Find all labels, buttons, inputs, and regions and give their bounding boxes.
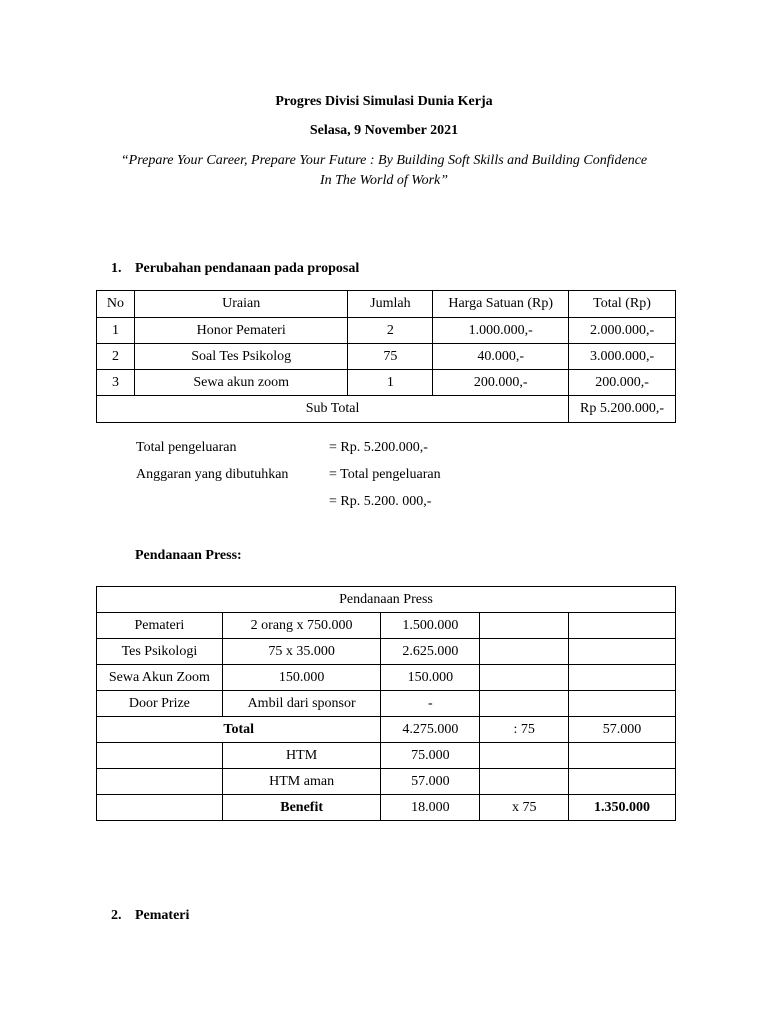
- table-cell: -: [381, 691, 480, 717]
- table-cell: 200.000,-: [433, 370, 569, 396]
- htm-row: [97, 743, 676, 769]
- table-cell: Soal Tes Psikolog: [134, 344, 348, 370]
- document-date: Selasa, 9 November 2021: [309, 123, 459, 138]
- table-cell: [569, 639, 676, 665]
- table-cell: [569, 613, 676, 639]
- table-cell: 1.000.000,-: [433, 318, 569, 344]
- benefit-result: 1.350.000: [569, 795, 676, 821]
- total-result: 57.000: [569, 717, 676, 743]
- table-header-row: [97, 291, 676, 318]
- header-cell-jumlah: Jumlah: [348, 291, 433, 318]
- table-cell: [480, 665, 569, 691]
- document-title: Progres Divisi Simulasi Dunia Kerja: [275, 94, 493, 109]
- funding-change-table: [96, 290, 676, 423]
- table-cell: Ambil dari sponsor: [222, 691, 381, 717]
- press-funding-table: [96, 586, 676, 821]
- table-cell: 1: [348, 370, 433, 396]
- htm-aman-row: [97, 769, 676, 795]
- htm-aman-label: HTM aman: [222, 769, 381, 795]
- table-cell: 150.000: [381, 665, 480, 691]
- summary-value-amount: = Rp. 5.200. 000,-: [329, 494, 432, 509]
- summary-label-budget: Anggaran yang dibutuhkan: [136, 467, 289, 482]
- htm-value: 75.000: [381, 743, 480, 769]
- total-value: 4.275.000: [381, 717, 480, 743]
- table-cell: Honor Pemateri: [134, 318, 348, 344]
- table-row: [97, 318, 676, 344]
- table-cell: [480, 743, 569, 769]
- table-cell: 150.000: [222, 665, 381, 691]
- total-label: Total: [97, 717, 381, 743]
- section-1-title: Perubahan pendanaan pada proposal: [135, 261, 360, 276]
- table-cell: [480, 769, 569, 795]
- table-cell: [480, 613, 569, 639]
- table-row: [97, 613, 676, 639]
- summary-value-total: = Rp. 5.200.000,-: [329, 440, 428, 455]
- table-cell: 2 orang x 750.000: [222, 613, 381, 639]
- table-cell: 2: [348, 318, 433, 344]
- table-cell: Door Prize: [97, 691, 223, 717]
- subtotal-value: Rp 5.200.000,-: [569, 396, 676, 423]
- table-cell: [97, 743, 223, 769]
- table-cell: [569, 691, 676, 717]
- press-heading: Pendanaan Press:: [135, 548, 242, 563]
- header-cell-total: Total (Rp): [569, 291, 676, 318]
- table-cell: 200.000,-: [569, 370, 676, 396]
- summary-value-budget: = Total pengeluaran: [329, 467, 441, 482]
- table-cell: [569, 769, 676, 795]
- header-cell-no: No: [97, 291, 135, 318]
- table-cell: 75 x 35.000: [222, 639, 381, 665]
- section-2-number: 2.: [111, 908, 122, 923]
- table-cell: [480, 691, 569, 717]
- table-cell: 40.000,-: [433, 344, 569, 370]
- table-cell: [569, 665, 676, 691]
- table-row: [97, 370, 676, 396]
- table-row: [97, 665, 676, 691]
- table-row: [97, 691, 676, 717]
- benefit-label: Benefit: [222, 795, 381, 821]
- press-table-title-row: [97, 587, 676, 613]
- table-cell: [480, 639, 569, 665]
- table-cell: [97, 795, 223, 821]
- benefit-multiplier: x 75: [480, 795, 569, 821]
- table-cell: 3: [97, 370, 135, 396]
- header-cell-harga-satuan: Harga Satuan (Rp): [433, 291, 569, 318]
- section-1-number: 1.: [111, 261, 122, 276]
- benefit-value: 18.000: [381, 795, 480, 821]
- summary-label-total: Total pengeluaran: [136, 440, 237, 455]
- table-cell: 2.000.000,-: [569, 318, 676, 344]
- tagline-line-2: In The World of Work”: [319, 173, 449, 188]
- htm-label: HTM: [222, 743, 381, 769]
- table-cell: 2: [97, 344, 135, 370]
- benefit-row: [97, 795, 676, 821]
- table-cell: 3.000.000,-: [569, 344, 676, 370]
- section-2-title: Pemateri: [135, 908, 190, 923]
- table-cell: Tes Psikologi: [97, 639, 223, 665]
- press-table-title: Pendanaan Press: [97, 587, 676, 613]
- table-cell: 2.625.000: [381, 639, 480, 665]
- table-cell: [569, 743, 676, 769]
- total-divisor: : 75: [480, 717, 569, 743]
- table-cell: Sewa akun zoom: [134, 370, 348, 396]
- tagline-line-1: “Prepare Your Career, Prepare Your Future : By Building Soft Skills and Building Confidence: [120, 153, 648, 168]
- table-cell: 75: [348, 344, 433, 370]
- header-cell-uraian: Uraian: [134, 291, 348, 318]
- table-cell: [97, 769, 223, 795]
- subtotal-label: Sub Total: [97, 396, 569, 423]
- table-cell: 1: [97, 318, 135, 344]
- htm-aman-value: 57.000: [381, 769, 480, 795]
- table-cell: Sewa Akun Zoom: [97, 665, 223, 691]
- table-cell: Pemateri: [97, 613, 223, 639]
- table-cell: 1.500.000: [381, 613, 480, 639]
- subtotal-row: [97, 396, 676, 423]
- table-row: [97, 639, 676, 665]
- table-row: [97, 344, 676, 370]
- total-row: [97, 717, 676, 743]
